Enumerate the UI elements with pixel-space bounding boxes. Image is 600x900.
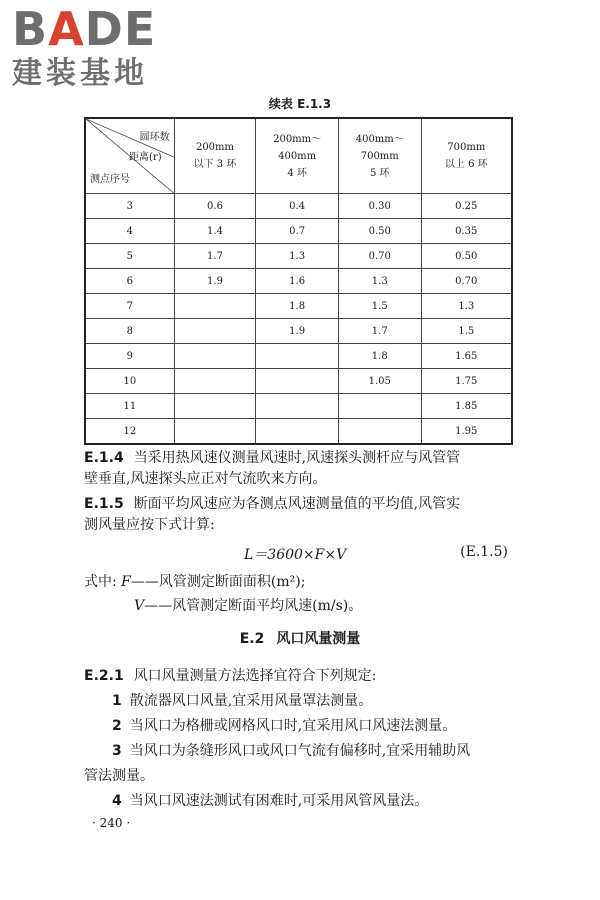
table-row [85, 269, 512, 294]
table-cell: 6 [85, 269, 174, 294]
table-cell [174, 419, 256, 445]
table-cell [256, 419, 339, 445]
table-row [85, 369, 512, 394]
table-cell [256, 344, 339, 369]
table-cell: 5 [85, 244, 174, 269]
column-header: 400mm～ 700mm 5 环 [338, 118, 421, 194]
table-cell: 0.7 [256, 219, 339, 244]
table-cell [256, 394, 339, 419]
table-cell: 0.50 [421, 244, 512, 269]
table-title: 续表 E.1.3 [268, 97, 332, 111]
table-row [85, 294, 512, 319]
table-row [85, 344, 512, 369]
table-cell: 0.25 [421, 194, 512, 219]
table-cell: 7 [85, 294, 174, 319]
table-cell: 1.8 [256, 294, 339, 319]
table-cell: 1.7 [338, 319, 421, 344]
table-cell [174, 394, 256, 419]
table-cell: 3 [85, 194, 174, 219]
table-cell: 1.3 [338, 269, 421, 294]
corner-label-point-no: 测点序号 [90, 174, 130, 185]
table-cell: 1.5 [338, 294, 421, 319]
table-cell [338, 394, 421, 419]
table-cell: 0.4 [256, 194, 339, 219]
definition-f: 式中: F——风管测定断面面积(m²); [84, 574, 306, 590]
column-header: 200mm～ 400mm 4 环 [256, 118, 339, 194]
table-header-row [85, 118, 512, 194]
table-cell: 12 [85, 419, 174, 445]
table-cell: 1.5 [421, 319, 512, 344]
table-cell: 1.95 [421, 419, 512, 445]
table-cell: 1.75 [421, 369, 512, 394]
table-cell [256, 369, 339, 394]
column-header: 200mm 以下 3 环 [174, 118, 256, 194]
corner-label-distance: 距离(r) [129, 152, 162, 163]
table-row [85, 394, 512, 419]
table-corner-cell [85, 118, 174, 194]
table-cell: 1.7 [174, 244, 256, 269]
table-cell: 1.4 [174, 219, 256, 244]
table-cell: 1.9 [256, 319, 339, 344]
definition-v: V——风管测定断面平均风速(m/s)。 [134, 598, 363, 614]
corner-label-rings: 圆环数 [139, 132, 170, 143]
table-row [85, 244, 512, 269]
table-cell: 4 [85, 219, 174, 244]
table-cell: 1.65 [421, 344, 512, 369]
table-cell: 10 [85, 369, 174, 394]
table-cell: 0.35 [421, 219, 512, 244]
table-cell: 0.30 [338, 194, 421, 219]
table-cell: 0.50 [338, 219, 421, 244]
table-cell [174, 344, 256, 369]
table-cell: 0.70 [421, 269, 512, 294]
formula-number: (E.1.5) [460, 544, 508, 560]
clause-number: E.1.5 [84, 496, 124, 512]
table-cell: 1.9 [174, 269, 256, 294]
formula-e-1-5 [84, 544, 516, 564]
table-cell: 1.6 [256, 269, 339, 294]
clause-e-1-5: E.1.5 断面平均风速应为各测点风速测量值的平均值,风管实 测风量应按下式计算: [84, 496, 461, 533]
table-row [85, 419, 512, 445]
table-cell: 1.3 [421, 294, 512, 319]
list-item: 2 当风口为格栅或网格风口时,宜采用风口风速法测量。 [112, 718, 457, 734]
table-cell: 0.6 [174, 194, 256, 219]
list-item: 3 当风口为条缝形风口或风口气流有偏移时,宜采用辅助风 管法测量。 [84, 743, 471, 784]
table-row [85, 219, 512, 244]
table-cell [338, 419, 421, 445]
table-cell: 1.05 [338, 369, 421, 394]
table-cell: 0.70 [338, 244, 421, 269]
table-row [85, 319, 512, 344]
list-item: 4 当风口风速法测试有困难时,可采用风管风量法。 [112, 793, 429, 809]
clause-e-1-4: E.1.4 当采用热风速仪测量风速时,风速探头测杆应与风管管 壁垂直,风速探头应正对气流吹来方向。 [84, 450, 461, 487]
column-header: 700mm 以上 6 环 [421, 118, 512, 194]
table-cell: 1.3 [256, 244, 339, 269]
measurement-table [84, 117, 513, 445]
formula-expression: L＝3600×F×V [244, 547, 347, 563]
clause-number: E.1.4 [84, 450, 124, 466]
table-cell: 1.85 [421, 394, 512, 419]
list-item: 1 散流器风口风量,宜采用风量罩法测量。 [112, 693, 373, 709]
table-cell: 11 [85, 394, 174, 419]
table-cell [174, 294, 256, 319]
logo-subtitle: 建装基地 [12, 56, 148, 91]
brand-logo [12, 4, 156, 92]
symbol-definitions [84, 570, 516, 618]
table-cell: 9 [85, 344, 174, 369]
clause-e-2-1: E.2.1 风口风量测量方法选择宜符合下列规定: [84, 668, 377, 684]
table-cell: 1.8 [338, 344, 421, 369]
table-cell: 8 [85, 319, 174, 344]
section-heading: E.2 风口风量测量 [239, 631, 361, 647]
table-row [85, 194, 512, 219]
clause-number: E.2.1 [84, 668, 124, 684]
logo-wordmark: BADE [12, 2, 157, 56]
table-cell [174, 369, 256, 394]
page-number: · 240 · [92, 816, 131, 830]
table-cell [174, 319, 256, 344]
